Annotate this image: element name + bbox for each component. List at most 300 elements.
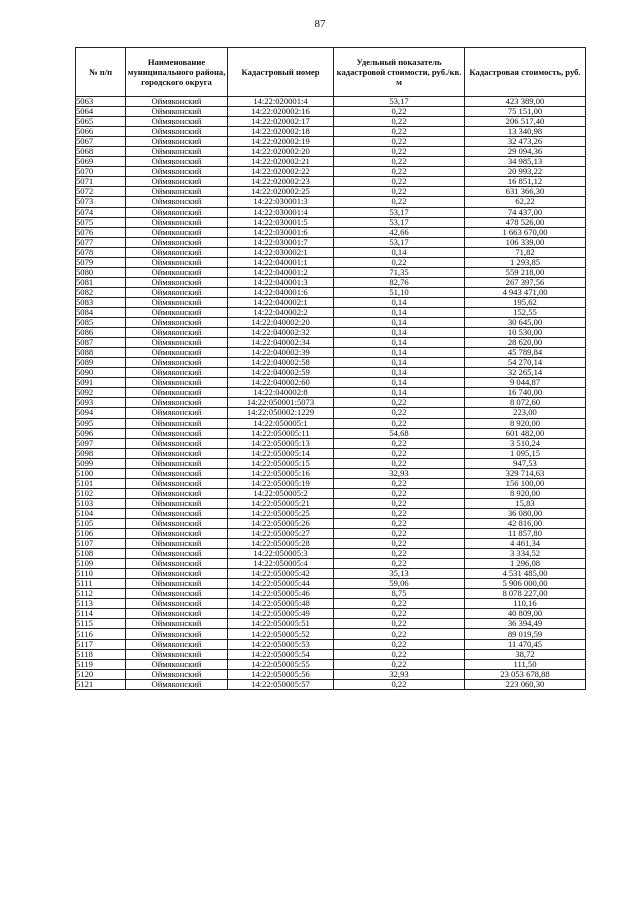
table-row (76, 187, 586, 197)
district-cell: Оймяконский (126, 599, 228, 609)
table-row (76, 297, 586, 307)
row-number-cell: 5064 (76, 107, 126, 117)
district-cell: Оймяконский (126, 448, 228, 458)
cadastral-number-cell: 14:22:040002:20 (228, 318, 334, 328)
table-row (76, 167, 586, 177)
cadastral-value-cell: 4 943 471,00 (465, 287, 586, 297)
specific-value-cell: 0,14 (334, 358, 465, 368)
cadastral-number-cell: 14:22:050005:49 (228, 609, 334, 619)
cadastral-value-cell: 16 740,00 (465, 388, 586, 398)
table-row (76, 368, 586, 378)
row-number-cell: 5120 (76, 669, 126, 679)
district-cell: Оймяконский (126, 167, 228, 177)
row-number-cell: 5067 (76, 137, 126, 147)
row-number-cell: 5099 (76, 458, 126, 468)
table-row (76, 679, 586, 689)
table-row (76, 217, 586, 227)
cadastral-number-cell: 14:22:050001:5073 (228, 398, 334, 408)
specific-value-cell: 54,68 (334, 428, 465, 438)
specific-value-cell: 0,14 (334, 247, 465, 257)
cadastral-value-cell: 1 296,08 (465, 559, 586, 569)
row-number-cell: 5069 (76, 157, 126, 167)
table-row (76, 257, 586, 267)
district-cell: Оймяконский (126, 378, 228, 388)
row-number-cell: 5103 (76, 498, 126, 508)
table-row (76, 619, 586, 629)
specific-value-cell: 0,22 (334, 609, 465, 619)
row-number-cell: 5073 (76, 197, 126, 207)
row-number-cell: 5096 (76, 428, 126, 438)
district-cell: Оймяконский (126, 488, 228, 498)
table-row (76, 448, 586, 458)
specific-value-cell: 0,22 (334, 167, 465, 177)
header-cadastral-value: Кадастровая стоимость, руб. (465, 48, 586, 97)
row-number-cell: 5105 (76, 518, 126, 528)
specific-value-cell: 0,22 (334, 619, 465, 629)
district-cell: Оймяконский (126, 177, 228, 187)
specific-value-cell: 71,35 (334, 267, 465, 277)
cadastral-number-cell: 14:22:020002:20 (228, 147, 334, 157)
specific-value-cell: 0,22 (334, 257, 465, 267)
district-cell: Оймяконский (126, 187, 228, 197)
cadastral-value-table (75, 47, 586, 690)
table-row (76, 669, 586, 679)
specific-value-cell: 8,75 (334, 589, 465, 599)
table-row (76, 488, 586, 498)
row-number-cell: 5097 (76, 438, 126, 448)
row-number-cell: 5090 (76, 368, 126, 378)
district-cell: Оймяконский (126, 549, 228, 559)
cadastral-value-cell: 20 993,22 (465, 167, 586, 177)
cadastral-value-cell: 40 809,00 (465, 609, 586, 619)
district-cell: Оймяконский (126, 227, 228, 237)
cadastral-number-cell: 14:22:050005:25 (228, 508, 334, 518)
row-number-cell: 5092 (76, 388, 126, 398)
specific-value-cell: 0,22 (334, 147, 465, 157)
table-row (76, 428, 586, 438)
specific-value-cell: 0,22 (334, 508, 465, 518)
cadastral-number-cell: 14:22:040002:8 (228, 388, 334, 398)
cadastral-value-cell: 34 985,13 (465, 157, 586, 167)
cadastral-value-cell: 1 095,15 (465, 448, 586, 458)
district-cell: Оймяконский (126, 358, 228, 368)
specific-value-cell: 53,17 (334, 217, 465, 227)
row-number-cell: 5084 (76, 307, 126, 317)
specific-value-cell: 53,17 (334, 237, 465, 247)
specific-value-cell: 0,22 (334, 177, 465, 187)
table-body (76, 97, 586, 690)
district-cell: Оймяконский (126, 438, 228, 448)
row-number-cell: 5094 (76, 408, 126, 418)
cadastral-number-cell: 14:22:050005:19 (228, 478, 334, 488)
table-row (76, 559, 586, 569)
specific-value-cell: 0,22 (334, 117, 465, 127)
district-cell: Оймяконский (126, 669, 228, 679)
specific-value-cell: 0,22 (334, 398, 465, 408)
row-number-cell: 5100 (76, 468, 126, 478)
cadastral-value-cell: 8 920,00 (465, 418, 586, 428)
cadastral-number-cell: 14:22:020002:18 (228, 127, 334, 137)
row-number-cell: 5112 (76, 589, 126, 599)
table-row (76, 438, 586, 448)
specific-value-cell: 32,93 (334, 468, 465, 478)
table-row (76, 388, 586, 398)
cadastral-number-cell: 14:22:020002:22 (228, 167, 334, 177)
cadastral-number-cell: 14:22:050005:48 (228, 599, 334, 609)
cadastral-value-cell: 36 080,00 (465, 508, 586, 518)
row-number-cell: 5068 (76, 147, 126, 157)
district-cell: Оймяконский (126, 388, 228, 398)
district-cell: Оймяконский (126, 679, 228, 689)
district-cell: Оймяконский (126, 508, 228, 518)
table-row (76, 549, 586, 559)
specific-value-cell: 0,14 (334, 348, 465, 358)
cadastral-number-cell: 14:22:040002:39 (228, 348, 334, 358)
cadastral-number-cell: 14:22:050005:26 (228, 518, 334, 528)
table-row (76, 609, 586, 619)
cadastral-value-cell: 106 339,00 (465, 237, 586, 247)
cadastral-number-cell: 14:22:030001:5 (228, 217, 334, 227)
district-cell: Оймяконский (126, 428, 228, 438)
row-number-cell: 5080 (76, 267, 126, 277)
cadastral-value-cell: 74 437,00 (465, 207, 586, 217)
table-row (76, 589, 586, 599)
specific-value-cell: 0,22 (334, 418, 465, 428)
district-cell: Оймяконский (126, 589, 228, 599)
table-row (76, 659, 586, 669)
district-cell: Оймяконский (126, 408, 228, 418)
cadastral-number-cell: 14:22:050005:56 (228, 669, 334, 679)
table-row (76, 599, 586, 609)
cadastral-number-cell: 14:22:050005:27 (228, 529, 334, 539)
table-row (76, 569, 586, 579)
cadastral-value-cell: 329 714,63 (465, 468, 586, 478)
row-number-cell: 5114 (76, 609, 126, 619)
table-row (76, 277, 586, 287)
cadastral-value-cell: 16 851,12 (465, 177, 586, 187)
table-row (76, 458, 586, 468)
table-row (76, 237, 586, 247)
cadastral-value-cell: 195,62 (465, 297, 586, 307)
cadastral-value-cell: 631 366,30 (465, 187, 586, 197)
cadastral-value-cell: 75 151,00 (465, 107, 586, 117)
cadastral-value-cell: 11 470,45 (465, 639, 586, 649)
specific-value-cell: 0,14 (334, 378, 465, 388)
specific-value-cell: 0,22 (334, 649, 465, 659)
table-row (76, 177, 586, 187)
row-number-cell: 5115 (76, 619, 126, 629)
cadastral-number-cell: 14:22:030001:4 (228, 207, 334, 217)
district-cell: Оймяконский (126, 307, 228, 317)
cadastral-number-cell: 14:22:050005:4 (228, 559, 334, 569)
row-number-cell: 5085 (76, 318, 126, 328)
row-number-cell: 5108 (76, 549, 126, 559)
cadastral-number-cell: 14:22:050005:51 (228, 619, 334, 629)
specific-value-cell: 0,14 (334, 307, 465, 317)
specific-value-cell: 0,22 (334, 629, 465, 639)
specific-value-cell: 0,22 (334, 539, 465, 549)
cadastral-value-cell: 13 340,98 (465, 127, 586, 137)
header-row-number: № п/п (76, 48, 126, 97)
cadastral-number-cell: 14:22:040001:1 (228, 257, 334, 267)
table-row (76, 107, 586, 117)
cadastral-value-cell: 4 461,34 (465, 539, 586, 549)
specific-value-cell: 42,66 (334, 227, 465, 237)
cadastral-number-cell: 14:22:020002:17 (228, 117, 334, 127)
row-number-cell: 5091 (76, 378, 126, 388)
cadastral-value-cell: 5 906 000,00 (465, 579, 586, 589)
row-number-cell: 5106 (76, 529, 126, 539)
row-number-cell: 5081 (76, 277, 126, 287)
specific-value-cell: 0,22 (334, 498, 465, 508)
cadastral-number-cell: 14:22:050005:52 (228, 629, 334, 639)
cadastral-value-cell: 32 265,14 (465, 368, 586, 378)
table-row (76, 328, 586, 338)
cadastral-value-cell: 29 094,36 (465, 147, 586, 157)
table-row (76, 508, 586, 518)
specific-value-cell: 0,22 (334, 157, 465, 167)
district-cell: Оймяконский (126, 659, 228, 669)
table-row (76, 539, 586, 549)
district-cell: Оймяконский (126, 619, 228, 629)
district-cell: Оймяконский (126, 157, 228, 167)
cadastral-value-cell: 152,55 (465, 307, 586, 317)
row-number-cell: 5118 (76, 649, 126, 659)
cadastral-number-cell: 14:22:050005:53 (228, 639, 334, 649)
cadastral-value-cell: 15,83 (465, 498, 586, 508)
row-number-cell: 5093 (76, 398, 126, 408)
table-row (76, 398, 586, 408)
cadastral-number-cell: 14:22:040002:32 (228, 328, 334, 338)
district-cell: Оймяконский (126, 287, 228, 297)
row-number-cell: 5063 (76, 97, 126, 107)
table-row (76, 127, 586, 137)
district-cell: Оймяконский (126, 368, 228, 378)
district-cell: Оймяконский (126, 458, 228, 468)
cadastral-number-cell: 14:22:030001:3 (228, 197, 334, 207)
specific-value-cell: 0,22 (334, 107, 465, 117)
cadastral-value-cell: 45 789,84 (465, 348, 586, 358)
specific-value-cell: 0,22 (334, 559, 465, 569)
row-number-cell: 5083 (76, 297, 126, 307)
cadastral-number-cell: 14:22:050005:11 (228, 428, 334, 438)
cadastral-value-cell: 478 526,00 (465, 217, 586, 227)
specific-value-cell: 0,22 (334, 679, 465, 689)
district-cell: Оймяконский (126, 117, 228, 127)
row-number-cell: 5088 (76, 348, 126, 358)
cadastral-number-cell: 14:22:040002:60 (228, 378, 334, 388)
cadastral-value-cell: 267 397,56 (465, 277, 586, 287)
district-cell: Оймяконский (126, 609, 228, 619)
header-cadastral-number: Кадастровый номер (228, 48, 334, 97)
row-number-cell: 5065 (76, 117, 126, 127)
cadastral-number-cell: 14:22:030001:7 (228, 237, 334, 247)
row-number-cell: 5070 (76, 167, 126, 177)
specific-value-cell: 0,14 (334, 297, 465, 307)
table-row (76, 287, 586, 297)
district-cell: Оймяконский (126, 539, 228, 549)
district-cell: Оймяконский (126, 237, 228, 247)
district-cell: Оймяконский (126, 398, 228, 408)
row-number-cell: 5095 (76, 418, 126, 428)
table-row (76, 207, 586, 217)
table-row (76, 197, 586, 207)
specific-value-cell: 0,22 (334, 659, 465, 669)
cadastral-value-cell: 54 270,14 (465, 358, 586, 368)
cadastral-number-cell: 14:22:020002:23 (228, 177, 334, 187)
cadastral-number-cell: 14:22:050005:57 (228, 679, 334, 689)
cadastral-value-cell: 423 389,00 (465, 97, 586, 107)
table-row (76, 418, 586, 428)
district-cell: Оймяконский (126, 559, 228, 569)
cadastral-value-cell: 947,53 (465, 458, 586, 468)
cadastral-number-cell: 14:22:020002:16 (228, 107, 334, 117)
table-row (76, 97, 586, 107)
table-row (76, 117, 586, 127)
district-cell: Оймяконский (126, 649, 228, 659)
cadastral-number-cell: 14:22:050005:16 (228, 468, 334, 478)
cadastral-value-cell: 4 531 485,00 (465, 569, 586, 579)
specific-value-cell: 0,22 (334, 137, 465, 147)
cadastral-value-cell: 10 530,00 (465, 328, 586, 338)
row-number-cell: 5111 (76, 579, 126, 589)
table-row (76, 468, 586, 478)
district-cell: Оймяконский (126, 97, 228, 107)
specific-value-cell: 0,22 (334, 127, 465, 137)
specific-value-cell: 0,22 (334, 438, 465, 448)
district-cell: Оймяконский (126, 318, 228, 328)
specific-value-cell: 0,22 (334, 518, 465, 528)
cadastral-value-cell: 89 019,59 (465, 629, 586, 639)
cadastral-number-cell: 14:22:050005:55 (228, 659, 334, 669)
specific-value-cell: 0,14 (334, 328, 465, 338)
specific-value-cell: 0,22 (334, 408, 465, 418)
cadastral-value-cell: 110,16 (465, 599, 586, 609)
district-cell: Оймяконский (126, 338, 228, 348)
district-cell: Оймяконский (126, 207, 228, 217)
district-cell: Оймяконский (126, 418, 228, 428)
specific-value-cell: 0,22 (334, 187, 465, 197)
district-cell: Оймяконский (126, 328, 228, 338)
row-number-cell: 5102 (76, 488, 126, 498)
row-number-cell: 5066 (76, 127, 126, 137)
cadastral-value-cell: 11 857,80 (465, 529, 586, 539)
cadastral-value-cell: 23 053 678,88 (465, 669, 586, 679)
table-row (76, 147, 586, 157)
district-cell: Оймяконский (126, 569, 228, 579)
cadastral-number-cell: 14:22:040001:3 (228, 277, 334, 287)
specific-value-cell: 53,17 (334, 97, 465, 107)
specific-value-cell: 82,76 (334, 277, 465, 287)
specific-value-cell: 0,14 (334, 368, 465, 378)
table-row (76, 358, 586, 368)
cadastral-number-cell: 14:22:030001:6 (228, 227, 334, 237)
district-cell: Оймяконский (126, 629, 228, 639)
district-cell: Оймяконский (126, 107, 228, 117)
cadastral-value-cell: 206 517,40 (465, 117, 586, 127)
table-row (76, 247, 586, 257)
cadastral-value-cell: 36 394,49 (465, 619, 586, 629)
specific-value-cell: 0,22 (334, 458, 465, 468)
table-row (76, 639, 586, 649)
table-row (76, 408, 586, 418)
row-number-cell: 5074 (76, 207, 126, 217)
cadastral-number-cell: 14:22:040001:2 (228, 267, 334, 277)
cadastral-number-cell: 14:22:050005:28 (228, 539, 334, 549)
specific-value-cell: 0,22 (334, 448, 465, 458)
cadastral-number-cell: 14:22:040002:1 (228, 297, 334, 307)
cadastral-number-cell: 14:22:050005:1 (228, 418, 334, 428)
cadastral-value-cell: 1 663 670,00 (465, 227, 586, 237)
row-number-cell: 5107 (76, 539, 126, 549)
row-number-cell: 5082 (76, 287, 126, 297)
district-cell: Оймяконский (126, 247, 228, 257)
specific-value-cell: 35,13 (334, 569, 465, 579)
row-number-cell: 5098 (76, 448, 126, 458)
cadastral-number-cell: 14:22:050005:3 (228, 549, 334, 559)
cadastral-value-cell: 3 510,24 (465, 438, 586, 448)
specific-value-cell: 0,22 (334, 197, 465, 207)
row-number-cell: 5072 (76, 187, 126, 197)
cadastral-value-cell: 8 078 227,00 (465, 589, 586, 599)
cadastral-value-cell: 1 293,85 (465, 257, 586, 267)
cadastral-value-cell: 30 645,00 (465, 318, 586, 328)
table-header-row (76, 48, 586, 97)
district-cell: Оймяконский (126, 468, 228, 478)
table-row (76, 267, 586, 277)
district-cell: Оймяконский (126, 639, 228, 649)
district-cell: Оймяконский (126, 498, 228, 508)
cadastral-number-cell: 14:22:020001:4 (228, 97, 334, 107)
row-number-cell: 5116 (76, 629, 126, 639)
row-number-cell: 5086 (76, 328, 126, 338)
cadastral-value-cell: 223,00 (465, 408, 586, 418)
district-cell: Оймяконский (126, 277, 228, 287)
specific-value-cell: 0,22 (334, 488, 465, 498)
district-cell: Оймяконский (126, 518, 228, 528)
specific-value-cell: 0,22 (334, 478, 465, 488)
row-number-cell: 5089 (76, 358, 126, 368)
row-number-cell: 5087 (76, 338, 126, 348)
cadastral-number-cell: 14:22:050005:54 (228, 649, 334, 659)
cadastral-number-cell: 14:22:050005:15 (228, 458, 334, 468)
cadastral-value-cell: 559 218,00 (465, 267, 586, 277)
district-cell: Оймяконский (126, 147, 228, 157)
cadastral-number-cell: 14:22:050005:42 (228, 569, 334, 579)
cadastral-value-cell: 71,82 (465, 247, 586, 257)
cadastral-value-cell: 156 100,00 (465, 478, 586, 488)
row-number-cell: 5117 (76, 639, 126, 649)
row-number-cell: 5121 (76, 679, 126, 689)
district-cell: Оймяконский (126, 267, 228, 277)
specific-value-cell: 59,06 (334, 579, 465, 589)
specific-value-cell: 0,22 (334, 639, 465, 649)
table-row (76, 227, 586, 237)
table-row (76, 518, 586, 528)
cadastral-number-cell: 14:22:040002:2 (228, 307, 334, 317)
table-row (76, 378, 586, 388)
row-number-cell: 5113 (76, 599, 126, 609)
cadastral-number-cell: 14:22:050002:1229 (228, 408, 334, 418)
cadastral-number-cell: 14:22:040002:59 (228, 368, 334, 378)
table-row (76, 649, 586, 659)
table-row (76, 318, 586, 328)
specific-value-cell: 0,22 (334, 549, 465, 559)
cadastral-number-cell: 14:22:050005:44 (228, 579, 334, 589)
specific-value-cell: 0,22 (334, 599, 465, 609)
cadastral-number-cell: 14:22:040002:34 (228, 338, 334, 348)
cadastral-value-cell: 9 044,87 (465, 378, 586, 388)
